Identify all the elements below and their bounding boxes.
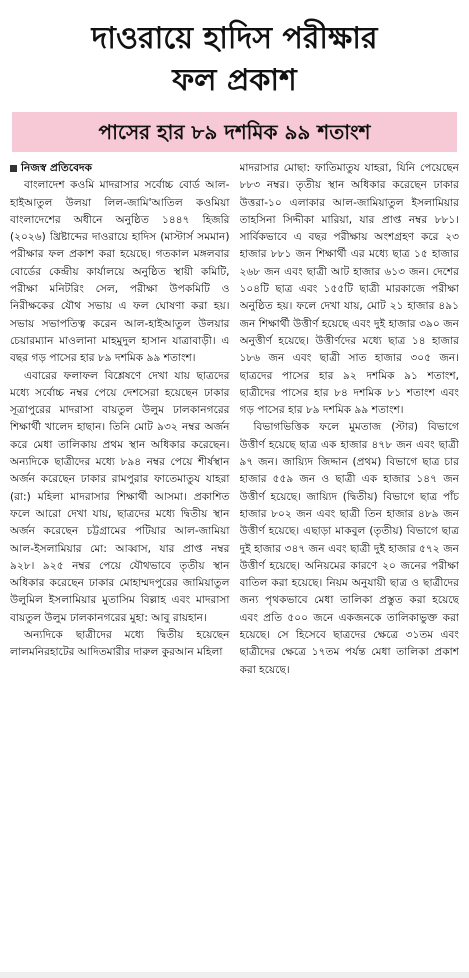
article-body [10,160,459,968]
byline-text: নিজস্ব প্রতিবেদক [21,162,92,174]
square-bullet-icon [10,165,17,172]
headline-line-1: দাওরায়ে হাদিস পরীক্ষার [91,21,378,56]
column-left [10,160,230,968]
column-right [240,160,460,968]
headline [0,0,469,102]
paragraph: বিভাগভিত্তিক ফলে মুমতাজ (স্টার) বিভাগে উত্তীর্ণ হয়েছে ছাত্র এক হাজার ৪৭৮ জন এবং ছাত্রী ৯৭ জন। জায়্যিদ জিদ্দান (প্রথম) বিভাগে ছাত্র চার হাজার ৫৫৯ জন ও ছাত্রী এক হাজার ১৪৭ জন উত্তীর্ণ হয়েছে। জায়্যিদ (দ্বিতীয়) বিভাগে ছাত্র পাঁচ হাজার ৮০২ জন এবং ছাত্রী তিন হাজার ৪৮৯ জন উত্তীর্ণ হয়েছে। এছাড়া মাকবুল (তৃতীয়) বিভাগে ছাত্র দুই হাজার ৩৪৭ জন এবং ছাত্রী দুই হাজার ৫৭২ জন উত্তীর্ণ হয়েছে। অনিয়মের কারণে ২০ জনের পরীক্ষা বাতিল করা হয়েছে। নিয়ম অনুযায়ী ছাত্র ও ছাত্রীদের জন্য পৃথকভাবে মেধা তালিকা প্রস্তুত করা হয়েছে এবং প্রতি ৫০০ জনে একজনকে তালিকাভুক্ত করা হয়েছে। সে হিসেবে ছাত্রদের ক্ষেত্রে ৩১তম এবং ছাত্রীদের ক্ষেত্রে ১৭তম পর্যন্ত মেধা তালিকা প্রকাশ করা হয়েছে। [239,421,459,676]
paragraph: বাংলাদেশ কওমি মাদরাসার সর্বোচ্চ বোর্ড আল-হাইআতুল উলয়া লিল-জামি'আতিল কওমিয়া বাংলাদেশের অধীনে অনুষ্ঠিত ১৪৪৭ হিজরি (২০২৬) খ্রিষ্টাব্দের দাওরায়ে হাদিস (মাস্টার্স সমমান) পরীক্ষার ফল প্রকাশ করা হয়েছে। গতকাল মঙ্গলবার বোর্ডের কেন্দ্রীয় কার্যালয়ে অনুষ্ঠিত স্থায়ী কমিটি, পরীক্ষা মনিটরিং সেল, পরীক্ষা উপকমিটি ও নিরীক্ষকের যৌথ সভায় এ ফল ঘোষণা করা হয়। সভায় সভাপতিত্ব করেন আল-হাইআতুল উলয়ার চেয়ারম্যান মাওলানা মাহমুদুল হাসান যাত্রাবাড়ী। এ বছর গড় পাসের হার ৮৯ দশমিক ৯৯ শতাংশ। [10,179,230,365]
paragraph: অন্যদিকে ছাত্রীদের মধ্যে দ্বিতীয় হয়েছেন লালমনিরহাটের আদিতমারীর দারুল কুরআন মহিলা [10,629,230,659]
paragraph: মাদরাসার মোছা: ফাতিমাতুয যাহরা, যিনি পেয়েছেন ৮৮৩ নম্বর। তৃতীয় স্থান অধিকার করেছেন ঢাকার উত্তরা-১০ এলাকার আল-জামিয়াতুল ইসলামিয়ার তাহসিনা সিদ্দীকা মারিয়া, যার প্রাপ্ত নম্বর ৮৮১। সার্বিকভাবে এ বছর পরীক্ষায় অংশগ্রহণ করে ২৩ হাজার ৮৮১ জন শিক্ষার্থী এর মধ্যে ছাত্র ১৫ হাজার ২৬৮ জন এবং ছাত্রী আট হাজার ৬১৩ জন। দেশের ১০৪টি ছাত্র এবং ১৫৫টি ছাত্রী মারকাজে পরীক্ষা অনুষ্ঠিত হয়। ফলে দেখা যায়, মোট ২১ হাজার ৪৯১ জন শিক্ষার্থী উত্তীর্ণ হয়েছে এবং দুই হাজার ৩৯০ জন অনুত্তীর্ণ হয়েছে। উত্তীর্ণদের মধ্যে ছাত্র ১৪ হাজার ১৮৬ জন এবং ছাত্রী সাত হাজার ৩০৫ জন। ছাত্রদের পাসের হার ৯২ দশমিক ৯১ শতাংশ, ছাত্রীদের পাসের হার ৮৪ দশমিক ৮১ শতাংশ এবং গড় পাসের হার ৮৯ দশমিক ৯৯ শতাংশ। [239,162,459,417]
headline-line-2: ফল প্রকাশ [172,63,297,98]
subheadline: পাসের হার ৮৯ দশমিক ৯৯ শতাংশ [12,112,457,152]
paragraph: এবারের ফলাফল বিশ্লেষণে দেখা যায় ছাত্রদের মধ্যে সর্বোচ্চ নম্বর পেয়ে দেশসেরা হয়েছেন ঢাকার সূত্রাপুরের মাদরাসা বায়তুল উলুম ঢালকানগরের শিক্ষার্থী খালেদ হাছান। তিনি মোট ৯৩২ নম্বর অর্জন করে মেধা তালিকায় প্রথম স্থান অধিকার করেছেন। অন্যদিকে ছাত্রীদের মধ্যে ৮৯৪ নম্বর পেয়ে শীর্ষস্থান অর্জন করেছেন ঢাকার রামপুরার ফাতেমাতুয যাহরা (রা:) মহিলা মাদরাসার শিক্ষার্থী আসমা। প্রকাশিত ফলে আরো দেখা যায়, ছাত্রদের মধ্যে দ্বিতীয় স্থান অর্জন করেছেন চট্টগ্রামের পটিয়ার আল-জামিয়া আল-ইসলামিয়ার মো: আব্বাস, যার প্রাপ্ত নম্বর ৯২৮। ৯২৫ নম্বর পেয়ে যৌথভাবে তৃতীয় স্থান অধিকার করেছেন ঢাকার মোহাম্মদপুরের জামিয়াতুল উলুমিল ইসলামিয়ার মুতাসিম বিল্লাহ এবং মাদরাসা বায়তুল উলুম ঢালকানগরের মুহা: আবু রায়হান। [10,369,230,624]
byline [10,160,230,177]
page-footer-strip [0,972,469,978]
